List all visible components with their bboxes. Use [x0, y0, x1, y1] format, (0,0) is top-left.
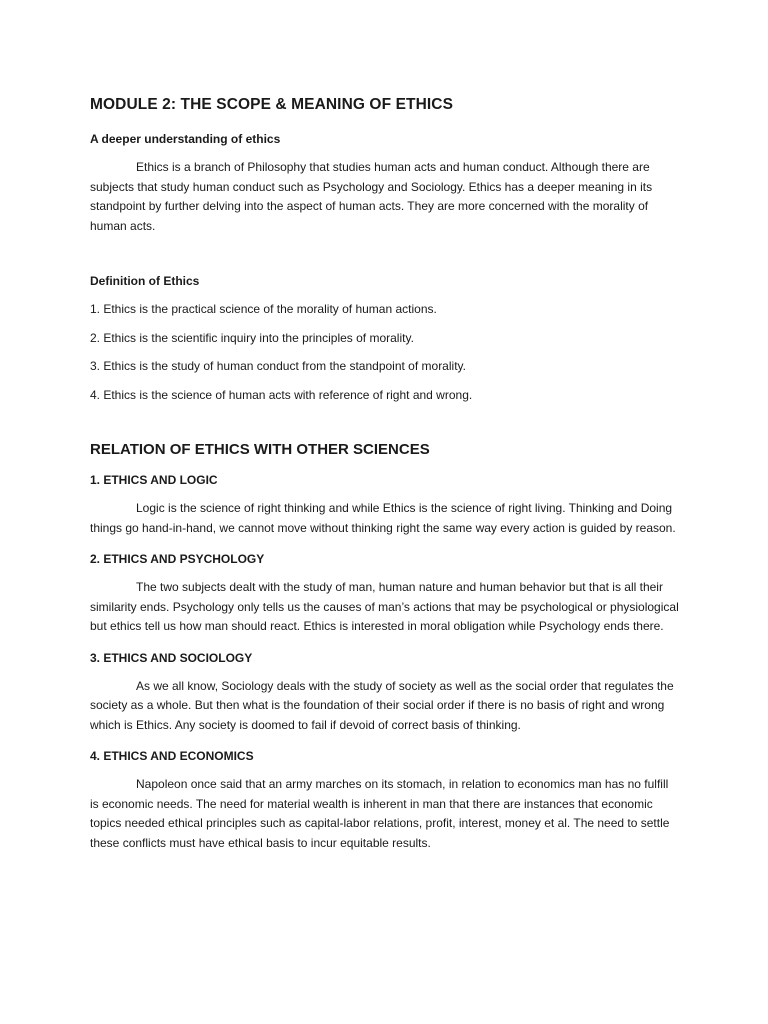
intro-paragraph: Ethics is a branch of Philosophy that studies human acts and human conduct. Although there are subjects that study human conduct such as Psychology and Sociology. Ethics has a deeper meaning in its standpoint by further delving into the aspect of human acts. They are more concerned with the morality of human acts.	[90, 160, 653, 233]
section-paragraph-sociology: As we all know, Sociology deals with the study of society as well as the social order that regulates the society as a whole. But then what is the foundation of their social order if there is no basis of right and wrong which is Ethics. Any society is doomed to fail if devoid of correct basis of thinking.	[90, 678, 674, 732]
section-heading-economics: 4. ETHICS AND ECONOMICS	[90, 749, 254, 763]
section-paragraph-logic: Logic is the science of right thinking and while Ethics is the science of right living. Thinking and Doing things go hand-in-hand, we cannot move without thinking right the same way every action is guided by reason.	[90, 501, 676, 535]
spacer	[90, 250, 680, 274]
section-paragraph-psychology: The two subjects dealt with the study of man, human nature and human behavior but that is all their similarity ends. Psychology only tells us the causes of man’s actions that may be psychological or physiological but ethics tell us how man should react. Ethics is interested in moral obligation while Psychology ends there.	[90, 580, 679, 633]
definition-item: 4. Ethics is the science of human acts with reference of right and wrong.	[90, 387, 473, 402]
section-heading-logic: 1. ETHICS AND LOGIC	[90, 473, 218, 487]
definition-item: 2. Ethics is the scientific inquiry into the principles of morality.	[90, 330, 414, 345]
intro-heading: A deeper understanding of ethics	[90, 132, 281, 146]
definition-item: 3. Ethics is the study of human conduct from the standpoint of morality.	[90, 359, 466, 373]
spacer	[90, 414, 680, 441]
document-body	[90, 96, 680, 867]
definitions-heading: Definition of Ethics	[90, 274, 200, 288]
section-heading-psychology: 2. ETHICS AND PSYCHOLOGY	[90, 552, 265, 566]
section-heading-sociology: 3. ETHICS AND SOCIOLOGY	[90, 650, 253, 665]
section-paragraph-economics: Napoleon once said that an army marches on its stomach, in relation to economics man has no fulfill is economic needs. The need for material wealth is inherent in man that there are instances that economic topics needed ethical principles such as capital-labor relations, profit, interest, money et al. The need to settle these conflicts must have ethical basis to incur equitable results.	[90, 777, 670, 850]
relation-title: RELATION OF ETHICS WITH OTHER SCIENCES	[90, 441, 430, 458]
module-title: MODULE 2: THE SCOPE & MEANING OF ETHICS	[90, 96, 454, 113]
definition-item: 1. Ethics is the practical science of the morality of human actions.	[90, 302, 437, 316]
